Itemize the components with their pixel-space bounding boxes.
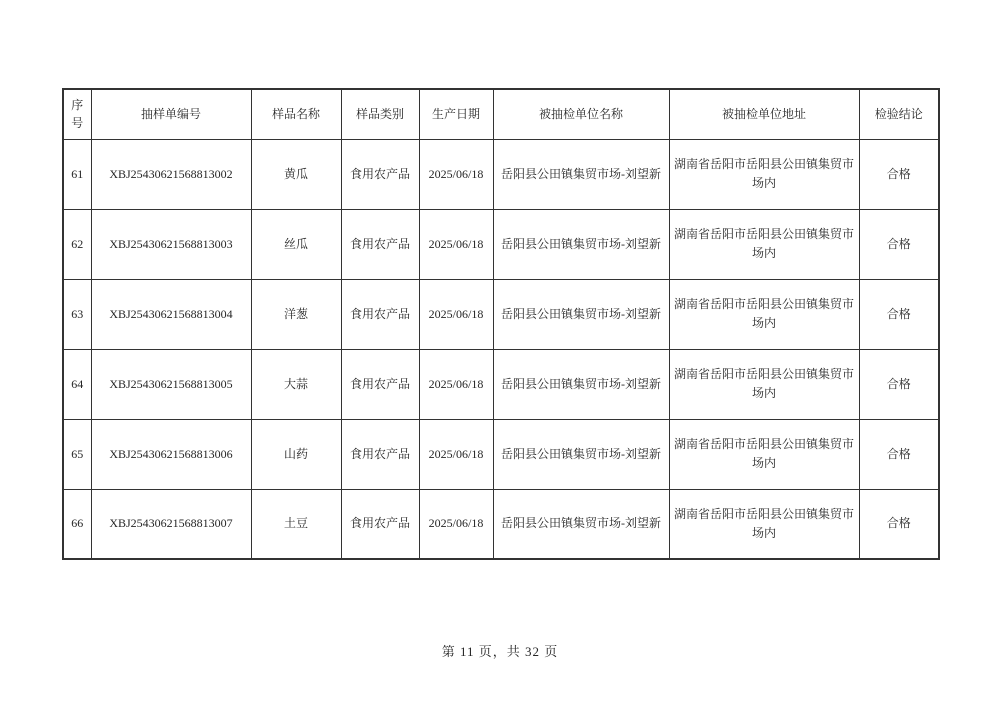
table-row	[63, 419, 939, 489]
cell-result: 合格	[859, 139, 939, 209]
table-body	[63, 139, 939, 559]
cell-sample-category: 食用农产品	[341, 209, 419, 279]
cell-sample-name: 土豆	[251, 489, 341, 559]
cell-sample-category: 食用农产品	[341, 349, 419, 419]
cell-result: 合格	[859, 209, 939, 279]
table-row	[63, 209, 939, 279]
cell-production-date: 2025/06/18	[419, 419, 493, 489]
column-header-sample-category: 样品类别	[341, 89, 419, 139]
cell-serial-number: 61	[63, 139, 91, 209]
cell-unit-name: 岳阳县公田镇集贸市场-刘望新	[493, 419, 669, 489]
cell-sample-category: 食用农产品	[341, 139, 419, 209]
cell-result: 合格	[859, 349, 939, 419]
cell-sample-name: 山药	[251, 419, 341, 489]
header-row	[63, 89, 939, 139]
column-header-result: 检验结论	[859, 89, 939, 139]
column-header-production-date: 生产日期	[419, 89, 493, 139]
cell-unit-name: 岳阳县公田镇集贸市场-刘望新	[493, 489, 669, 559]
column-header-unit-address: 被抽检单位地址	[669, 89, 859, 139]
cell-sample-name: 大蒜	[251, 349, 341, 419]
table-header	[63, 89, 939, 139]
cell-production-date: 2025/06/18	[419, 489, 493, 559]
table-row	[63, 489, 939, 559]
cell-serial-number: 62	[63, 209, 91, 279]
cell-unit-name: 岳阳县公田镇集贸市场-刘望新	[493, 209, 669, 279]
cell-result: 合格	[859, 279, 939, 349]
cell-result: 合格	[859, 489, 939, 559]
table-row	[63, 139, 939, 209]
cell-production-date: 2025/06/18	[419, 209, 493, 279]
cell-sample-category: 食用农产品	[341, 419, 419, 489]
cell-sample-id: XBJ25430621568813005	[91, 349, 251, 419]
column-header-serial-number: 序号	[63, 89, 91, 139]
cell-sample-id: XBJ25430621568813002	[91, 139, 251, 209]
cell-sample-id: XBJ25430621568813003	[91, 209, 251, 279]
cell-unit-name: 岳阳县公田镇集贸市场-刘望新	[493, 139, 669, 209]
cell-sample-name: 黄瓜	[251, 139, 341, 209]
cell-unit-address: 湖南省岳阳市岳阳县公田镇集贸市场内	[669, 489, 859, 559]
table-row	[63, 279, 939, 349]
sampling-results-table	[62, 88, 940, 560]
cell-unit-name: 岳阳县公田镇集贸市场-刘望新	[493, 349, 669, 419]
cell-unit-name: 岳阳县公田镇集贸市场-刘望新	[493, 279, 669, 349]
cell-sample-id: XBJ25430621568813006	[91, 419, 251, 489]
column-header-sample-id: 抽样单编号	[91, 89, 251, 139]
cell-sample-id: XBJ25430621568813004	[91, 279, 251, 349]
cell-sample-category: 食用农产品	[341, 279, 419, 349]
cell-serial-number: 64	[63, 349, 91, 419]
column-header-sample-name: 样品名称	[251, 89, 341, 139]
table-row	[63, 349, 939, 419]
cell-sample-name: 洋葱	[251, 279, 341, 349]
cell-unit-address: 湖南省岳阳市岳阳县公田镇集贸市场内	[669, 209, 859, 279]
cell-serial-number: 66	[63, 489, 91, 559]
cell-production-date: 2025/06/18	[419, 139, 493, 209]
cell-serial-number: 65	[63, 419, 91, 489]
cell-unit-address: 湖南省岳阳市岳阳县公田镇集贸市场内	[669, 419, 859, 489]
column-header-unit-name: 被抽检单位名称	[493, 89, 669, 139]
cell-unit-address: 湖南省岳阳市岳阳县公田镇集贸市场内	[669, 349, 859, 419]
cell-sample-id: XBJ25430621568813007	[91, 489, 251, 559]
cell-unit-address: 湖南省岳阳市岳阳县公田镇集贸市场内	[669, 139, 859, 209]
cell-sample-category: 食用农产品	[341, 489, 419, 559]
cell-production-date: 2025/06/18	[419, 279, 493, 349]
cell-result: 合格	[859, 419, 939, 489]
cell-sample-name: 丝瓜	[251, 209, 341, 279]
cell-serial-number: 63	[63, 279, 91, 349]
cell-unit-address: 湖南省岳阳市岳阳县公田镇集贸市场内	[669, 279, 859, 349]
page-number: 第 11 页，共 32 页	[441, 644, 559, 659]
cell-production-date: 2025/06/18	[419, 349, 493, 419]
